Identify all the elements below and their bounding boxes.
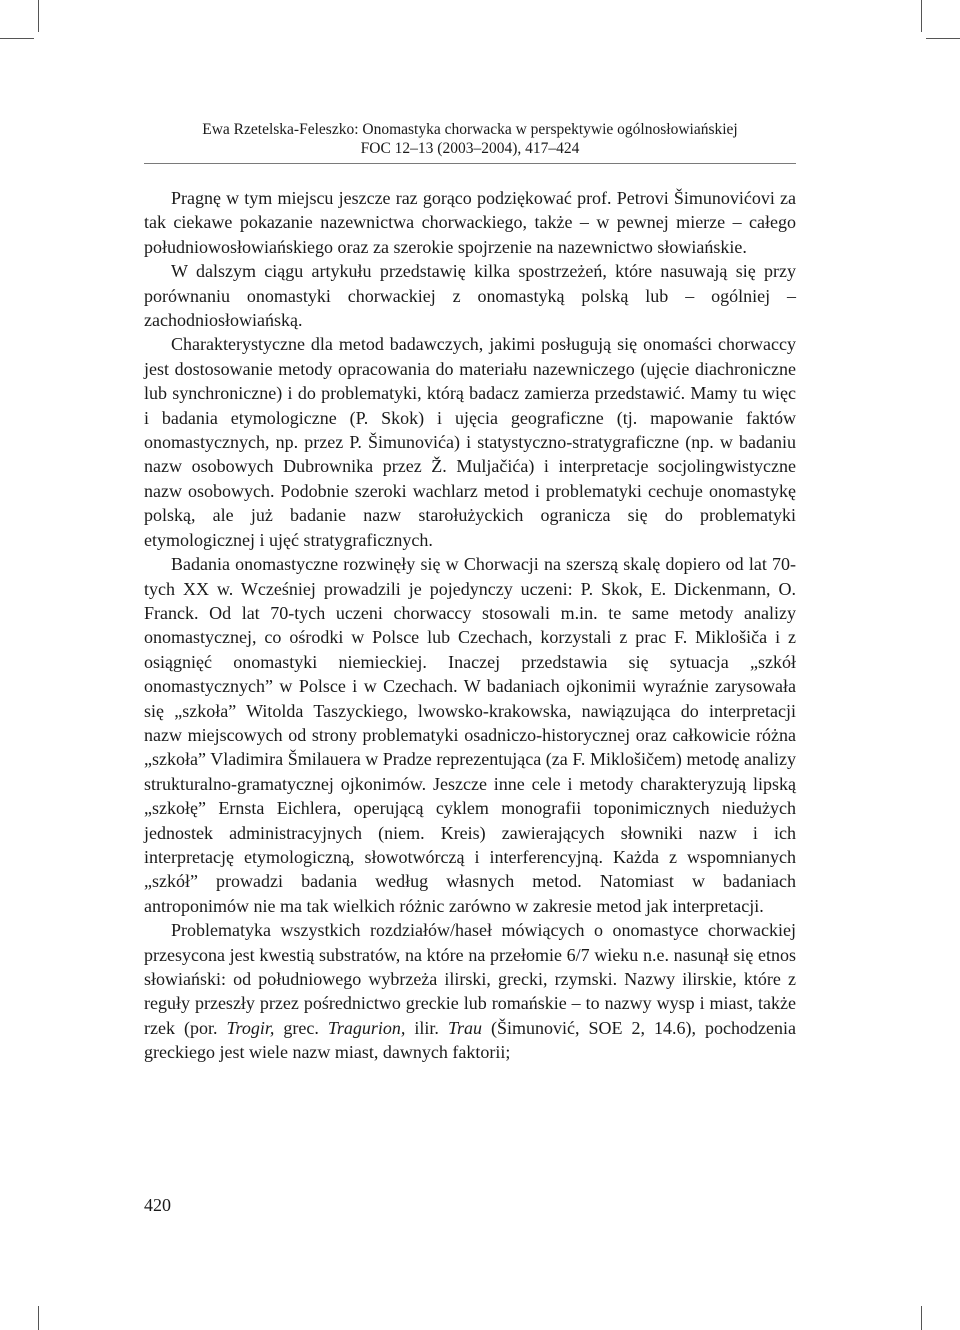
crop-mark-bottom-left bbox=[38, 1306, 39, 1330]
running-head-citation: FOC 12–13 (2003–2004), 417–424 bbox=[360, 140, 580, 157]
running-head bbox=[144, 120, 796, 158]
substrates-text-lead: Problematyka wszystkich rozdziałów/haseł mówiących o onomastyce chorwackiej przesycona jest kwestią substratów, na które na przełomie 6/7 wieku n.e. nasunął się etnos słowiański: od południowego wybrzeża ilirski, grecki, rzymski. Nazwy ilirskie, które z reguły przeszły przez pośrednictwo greckie lub romańskie – to nazwy wysp i miast, także rzek (por. bbox=[144, 920, 796, 1038]
running-head-title: Ewa Rzetelska-Feleszko: Onomastyka chorwacka w perspektywie ogólnosłowiańskiej bbox=[202, 121, 738, 138]
crop-mark-top-right-horizontal bbox=[926, 38, 960, 39]
placename-trogir: Trogir, bbox=[226, 1017, 275, 1038]
crop-mark-top-left-horizontal bbox=[0, 38, 34, 39]
paragraph-schools: Badania onomastyczne rozwinęły się w Chorwacji na szerszą skalę dopiero od lat 70-tych XX w. Wcześniej prowadzili je pojedynczy uczeni: P. Skok, E. Dickenmann, O. Franck. Od lat 70-tych uczeni chorwaccy stosowali m.in. te same metody analizy onomastycznej, co ośrodki w Polsce lub Czechach, korzystali z prac F. Miklošiča i z osiągnięć onomastyki niemieckiej. Inaczej przedstawia się sytuacja „szkół onomastycznych” w Polsce i w Czechach. W badaniach ojkonimii wyraźnie zarysowała się „szkoła” Witolda Taszyckiego, lwowsko-krakowska, nawiązująca do interpretacji nazw miejscowych od strony problematyki osadniczo-historycznej oraz całkowicie różna „szkoła” Vladimira Šmilauera w Pradze reprezentująca (za F. Miklošičem) metodę analizy strukturalno-gramatycznej ojkonimów. Jeszcze inne cele i metody charakteryzują lipską „szkołę” Ernsta Eichlera, operującą cyklem monografii toponimicznych niedużych jednostek administracyjnych (niem. Kreis) zawierających słowniki nazw i ich interpretację etymologiczną, słowotwórczą i interferencyjną. Każda z wspomnianych „szkół” prowadzi badania według własnych metod. Natomiast w badaniach antroponimów nie ma tak wielkich różnic zarówno w zakresie metod jak interpretacji. bbox=[144, 554, 796, 916]
paragraph-intro: W dalszym ciągu artykułu przedstawię kilka spostrzeżeń, które nasuwają się przy porównaniu onomastyki chorwackiej z onomastyką polską lub – ogólniej – zachodniosłowiańską. bbox=[144, 261, 796, 331]
placename-tragurion: Tragurion, bbox=[327, 1017, 406, 1038]
paragraph-substrates bbox=[144, 918, 796, 1064]
header-rule bbox=[144, 163, 796, 164]
substrates-text-greek: grec. bbox=[274, 1017, 328, 1038]
paragraph-acknowledgement: Pragnę w tym miejscu jeszcze raz gorąco podziękować prof. Petrovi Šimunovićovi za tak ciekawe pokazanie nazewnictwa chorwackiego, także – w pewnej mierze – całego południowosłowiańskiego oraz za szerokie spojrzenie na nazewnictwo słowiańskie. bbox=[144, 188, 796, 257]
crop-mark-bottom-right bbox=[921, 1306, 922, 1330]
paragraph-methods: Charakterystyczne dla metod badawczych, jakimi posługują się onomaści chorwaccy jest dostosowanie metody opracowania do materiału nazewniczego (ujęcie diachroniczne lub synchroniczne) i do problematyki, którą badacz zamierza przedstawić. Mamy tu więc i badania etymologiczne (P. Skok) i ujęcia geograficzne (tj. mapowanie faktów onomastycznych, np. przez P. Šimunovića) i statystyczno-stratygraficzne (np. w badaniu nazw osobowych Dubrownika przez Ž. Muljačića) i interpretacje socjolingwistyczne nazw osobowych. Podobnie szeroki wachlarz metod i problematyki cechuje onomastykę polską, ale już badanie nazw starołużyckich ogranicza się do problematyki etymologicznej i ujęć stratygraficznych. bbox=[144, 334, 796, 550]
crop-mark-top-right bbox=[921, 0, 922, 32]
substrates-text-tail: (Šimunović, SOE 2, 14.6), pochodzenia greckiego jest wiele nazw miast, dawnych faktorii; bbox=[144, 1017, 796, 1063]
substrates-text-illyrian: ilir. bbox=[405, 1017, 448, 1038]
article-body bbox=[144, 186, 796, 1065]
crop-mark-top-left bbox=[38, 0, 39, 32]
page-number: 420 bbox=[144, 1195, 171, 1215]
placename-trau: Trau bbox=[447, 1017, 482, 1038]
